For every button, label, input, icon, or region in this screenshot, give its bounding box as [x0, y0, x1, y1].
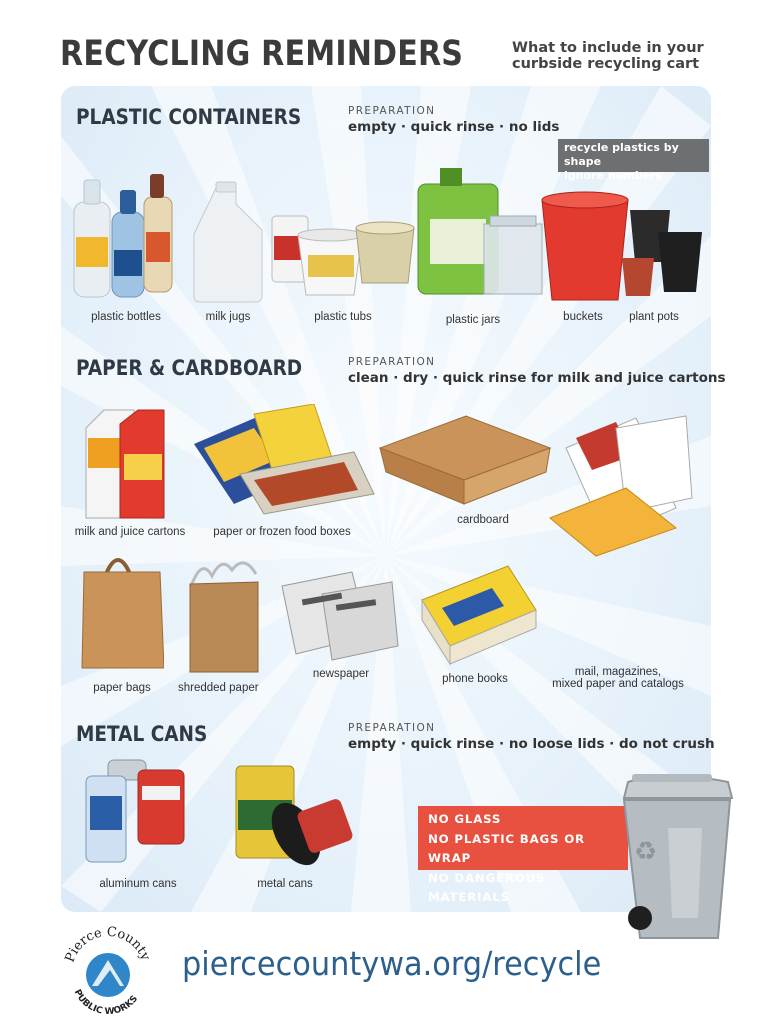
plastic-note	[558, 139, 709, 182]
metal-prep-label: PREPARATION	[348, 722, 436, 734]
cardboard-image	[376, 408, 554, 508]
page-subtitle	[512, 40, 704, 72]
subtitle-line-1: What to include in your	[512, 40, 704, 56]
paper-bag-image	[80, 548, 164, 672]
plastic-prep-text: empty · quick rinse · no lids	[348, 119, 560, 135]
page-title: RECYCLING REMINDERS	[60, 34, 464, 74]
caption-plastic-jars: plastic jars	[445, 314, 501, 326]
milk-juice-cartons-image	[80, 404, 170, 522]
mail-magazines-image	[546, 408, 696, 558]
caption-plant-pots: plant pots	[629, 311, 679, 323]
caption-aluminum-cans: aluminum cans	[99, 878, 177, 890]
paper-prep-label: PREPARATION	[348, 356, 436, 368]
caption-mail-line-2: mixed paper and catalogs	[552, 678, 684, 690]
plastic-tubs-image	[268, 210, 418, 300]
caption-phone-books: phone books	[442, 673, 508, 685]
website-url[interactable]: piercecountywa.org/recycle	[182, 944, 602, 983]
svg-text:♻: ♻	[634, 837, 658, 867]
caption-plastic-tubs: plastic tubs	[314, 311, 372, 323]
paper-prep-text: clean · dry · quick rinse for milk and juice cartons	[348, 370, 726, 386]
section-title-paper: PAPER & CARDBOARD	[76, 356, 303, 380]
food-boxes-image	[184, 404, 380, 516]
metal-prep-text: empty · quick rinse · no loose lids · do not crush	[348, 736, 715, 752]
caption-mail-line-1: mail, magazines,	[574, 666, 662, 678]
logo-bottom-text: PUBLIC WORKS	[71, 988, 141, 1016]
aluminum-cans-image	[80, 756, 190, 866]
metal-cans-image	[230, 760, 356, 874]
subtitle-line-2: curbside recycling cart	[512, 56, 700, 72]
caption-plastic-bottles: plastic bottles	[91, 311, 161, 323]
buckets-and-pots-image	[536, 186, 711, 306]
plastic-bottles-image	[66, 172, 186, 302]
warning-box	[418, 806, 628, 904]
caption-mail-magazines	[548, 666, 688, 690]
caption-food-boxes: paper or frozen food boxes	[213, 526, 351, 538]
phone-books-image	[412, 560, 538, 668]
plastic-jars-image	[414, 164, 554, 304]
pierce-county-logo	[58, 920, 158, 1016]
logo-top-text: Pierce County	[62, 924, 153, 965]
warning-no-dangerous: NO DANGEROUS MATERIALS	[428, 870, 546, 904]
shredded-paper-image	[184, 556, 264, 674]
plastic-note-line-1: recycle plastics by shape	[564, 141, 679, 168]
caption-cardboard: cardboard	[457, 514, 509, 526]
caption-shredded-paper: shredded paper	[178, 682, 259, 694]
warning-no-plastic-bags: NO PLASTIC BAGS OR WRAP	[428, 831, 585, 865]
newspaper-image	[272, 566, 402, 666]
recycling-cart-icon	[606, 768, 740, 944]
warning-no-glass: NO GLASS	[428, 812, 502, 826]
milk-jug-image	[186, 180, 274, 305]
plastic-note-line-2: ignore numbers	[564, 169, 663, 182]
caption-metal-cans: metal cans	[257, 878, 313, 890]
caption-buckets: buckets	[563, 311, 603, 323]
section-title-metal: METAL CANS	[76, 722, 208, 746]
caption-milk-jugs: milk jugs	[205, 311, 251, 323]
section-title-plastic: PLASTIC CONTAINERS	[76, 105, 302, 129]
plastic-prep-label: PREPARATION	[348, 105, 436, 117]
caption-newspaper: newspaper	[312, 668, 370, 680]
caption-paper-bags: paper bags	[93, 682, 151, 694]
caption-milk-juice-cartons: milk and juice cartons	[74, 526, 186, 538]
